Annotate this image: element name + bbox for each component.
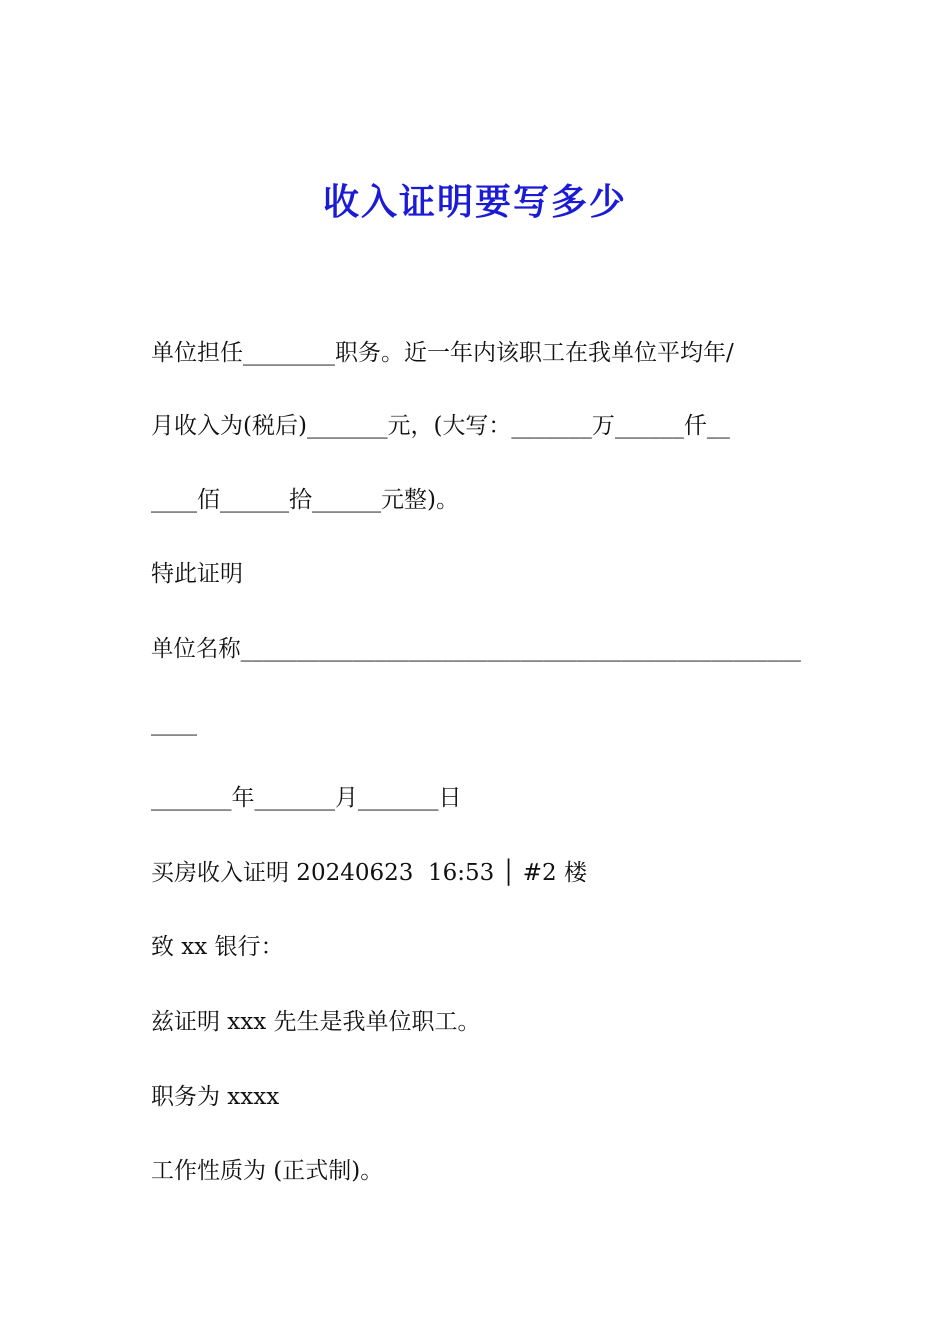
body-line-5: 单位名称__________________________________________________	[151, 636, 801, 662]
document-title: 收入证明要写多少	[322, 181, 627, 223]
body-line-1: 单位担任________职务。近一年内该职工在我单位平均年/	[151, 340, 734, 366]
body-line-2: 月收入为(税后)_______元，(大写：_______万______仟__	[151, 413, 730, 439]
body-line-12: 工作性质为 (正式制)。	[151, 1158, 384, 1184]
body-line-7: _______年_______月_______日	[151, 785, 462, 811]
body-line-4: 特此证明	[151, 561, 243, 587]
body-line-8: 买房收入证明 20240623 16:53 │ #2 楼	[151, 860, 587, 886]
body-line-11: 职务为 xxxx	[151, 1084, 280, 1110]
body-line-3: ____佰______拾______元整)。	[151, 487, 459, 513]
body-line-10: 兹证明 xxx 先生是我单位职工。	[151, 1009, 481, 1035]
body-line-6: ____	[151, 710, 197, 736]
body-line-9: 致 xx 银行：	[151, 934, 284, 960]
